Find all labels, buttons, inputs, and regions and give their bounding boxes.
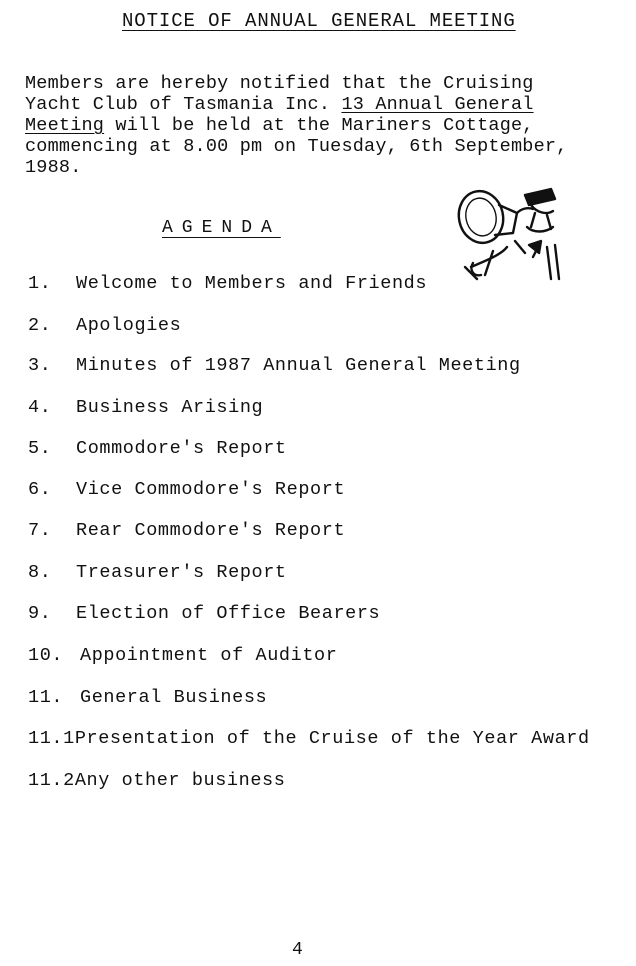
intro-line-2-pre: Yacht Club of Tasmania Inc. <box>25 94 342 115</box>
agenda-item-text: Minutes of 1987 Annual General Meeting <box>76 355 521 376</box>
agenda-item-number: 1. <box>28 273 52 294</box>
agenda-item-text: Welcome to Members and Friends <box>76 273 428 294</box>
agenda-item-text: General Business <box>80 687 268 708</box>
notice-title: NOTICE OF ANNUAL GENERAL MEETING <box>122 10 516 32</box>
agenda-item-text: Appointment of Auditor <box>80 645 338 666</box>
intro-line-1: Members are hereby notified that the Cruising <box>25 73 534 94</box>
agenda-item <box>28 603 380 624</box>
agenda-item-text: Business Arising <box>76 397 264 418</box>
agenda-item-number: 10. <box>28 645 64 666</box>
meeting-name-part-1: 13 Annual General <box>341 94 534 115</box>
agenda-item <box>28 645 337 666</box>
intro-line-5: 1988. <box>25 157 82 178</box>
agenda-item <box>28 479 345 500</box>
page-number: 4 <box>292 940 303 960</box>
agenda-item <box>28 397 263 418</box>
agenda-item-number: 5. <box>28 438 52 459</box>
agenda-item <box>28 520 345 541</box>
agenda-item-number: 4. <box>28 397 52 418</box>
agenda-item-number: 2. <box>28 315 52 336</box>
agenda-item-text: Treasurer's Report <box>76 562 287 583</box>
agenda-item-text: Apologies <box>76 315 182 336</box>
agenda-heading: AGENDA <box>162 218 281 238</box>
agenda-item-number: 3. <box>28 355 52 376</box>
agenda-item-number: 9. <box>28 603 52 624</box>
intro-line-3-post: will be held at the Mariners Cottage, <box>104 115 534 136</box>
agenda-item <box>28 687 267 708</box>
meeting-name-part-2: Meeting <box>25 115 105 136</box>
agenda-item <box>28 728 590 749</box>
agenda-item-text: Any other business <box>74 770 286 791</box>
agenda-item-text: Rear Commodore's Report <box>76 520 346 541</box>
agenda-item-number: 6. <box>28 479 52 500</box>
intro-line-4: commencing at 8.00 pm on Tuesday, 6th September, <box>25 136 568 157</box>
agenda-item-number: 11.1 <box>28 728 75 749</box>
agenda-item <box>28 355 521 376</box>
agenda-item <box>28 315 181 336</box>
agenda-item-text: Commodore's Report <box>76 438 287 459</box>
agenda-item-text: Vice Commodore's Report <box>76 479 346 500</box>
agenda-item <box>28 562 287 583</box>
agenda-item <box>28 438 287 459</box>
agenda-item-text: Presentation of the Cruise of the Year Award <box>74 728 590 749</box>
agenda-item-number: 11.2 <box>28 770 75 791</box>
agenda-item-number: 11. <box>28 687 64 708</box>
agenda-item-number: 7. <box>28 520 52 541</box>
agenda-item-text: Election of Office Bearers <box>76 603 381 624</box>
agenda-item <box>28 273 427 294</box>
agenda-item-number: 8. <box>28 562 52 583</box>
agenda-item <box>28 770 285 791</box>
